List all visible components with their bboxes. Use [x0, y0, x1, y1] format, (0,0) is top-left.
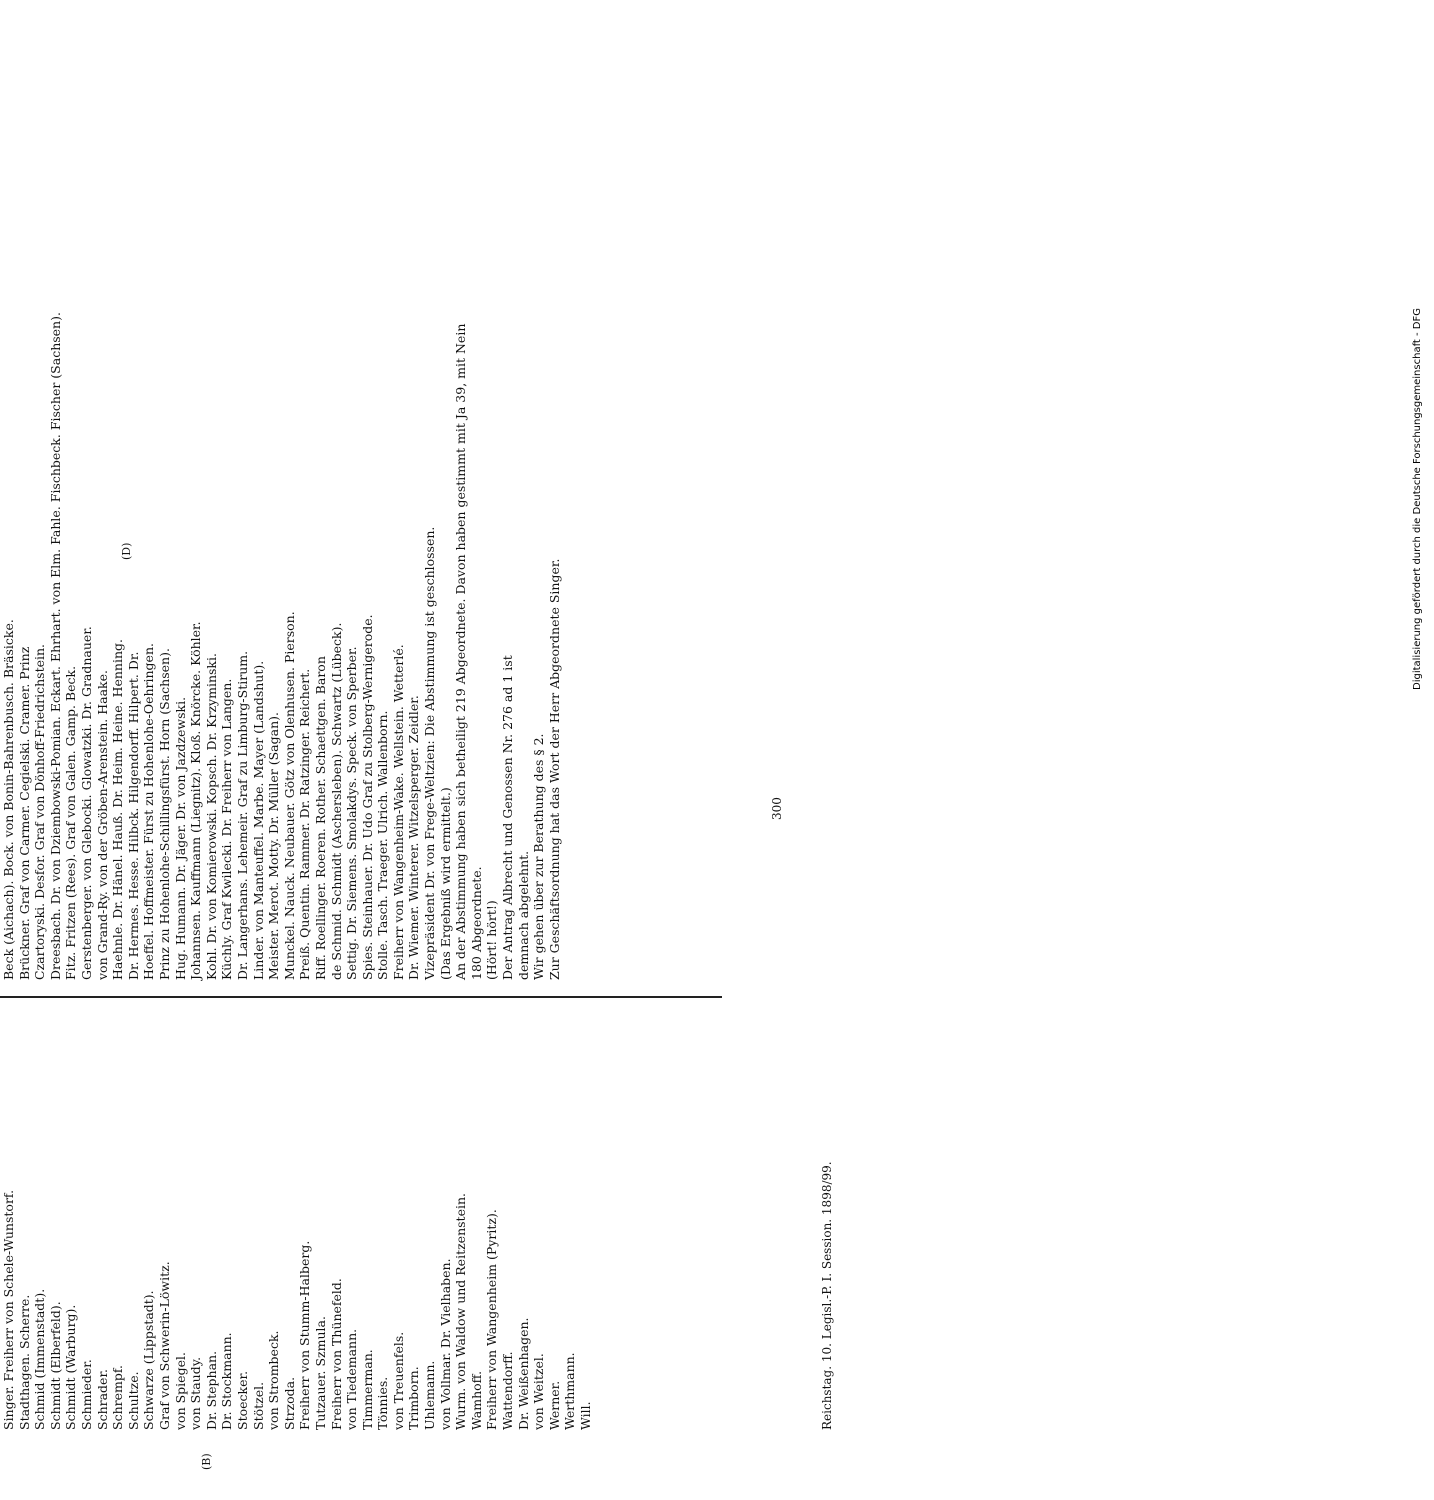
text-line: Beck (Aichach). Bock. von Bonin-Bahrenbusch. Bräsicke.	[1, 619, 17, 980]
text-line: Spies. Steinhauer. Dr. Udo Graf zu Stolberg-Wernigerode.	[359, 614, 375, 980]
text-line: Prinz zu Hohenlohe-Schillingsfürst. Horn (Sachsen).	[156, 648, 172, 980]
text-line: Dr. Langerhans. Lehemeir. Graf zu Limburg-Stirum.	[234, 650, 250, 980]
text-line: Brückner. Graf von Carmer. Cegielski. Cramer. Prinz	[16, 646, 32, 980]
text-line: Zur Geschäftsordnung hat das Wort der Herr Abgeordnete Singer.	[546, 558, 562, 980]
text-line: Freiherr von Thünefeld.	[328, 1278, 344, 1430]
text-line: Schrempf.	[110, 1365, 126, 1430]
text-line: Vizepräsident Dr. von Frege-Weltzien: Die Abstimmung ist geschlossen.	[422, 526, 438, 980]
text-line: Linder. von Manteuffel. Marbe. Mayer (Landshut).	[250, 660, 266, 980]
text-line: Wir gehen über zur Berathung des § 2.	[531, 733, 547, 980]
text-line: Der Antrag Albrecht und Genossen Nr. 276 ad 1 ist	[500, 655, 516, 980]
text-line: Timmerman.	[359, 1349, 375, 1430]
text-line: Haehnle. Dr. Hänel. Hauß. Dr. Heim. Heine. Henning.	[110, 639, 126, 980]
text-line: Schmid (Immenstadt).	[32, 1288, 48, 1430]
text-line: Dr. Stockmann.	[219, 1332, 235, 1430]
text-line: Tutzauer. Szmula.	[312, 1316, 328, 1430]
text-line: Wamhoff.	[468, 1370, 484, 1430]
text-line: Fitz. Fritzen (Rees). Graf von Galen. Gamp. Beck.	[63, 665, 79, 980]
text-line: Schwarze (Lippstadt).	[141, 1290, 157, 1430]
margin-mark-b: (B)	[200, 1453, 213, 1470]
text-line: An der Abstimmung haben sich betheiligt 219 Abgeordnete. Davon haben gestimmt mit Ja 39, mit Nein	[453, 323, 469, 980]
rotated-page	[0, 312, 934, 1500]
text-line: Schmidt (Elberfeld).	[47, 1301, 63, 1430]
text-line: Will.	[578, 1401, 593, 1430]
text-line: Stolle. Tasch. Traeger. Ulrich. Wallenborn.	[375, 710, 391, 980]
text-line: Schultze.	[125, 1371, 141, 1430]
text-line: Johannsen. Kauffmann (Liegnitz). Kloß. Knörcke. Köhler.	[188, 621, 204, 980]
text-line: (Das Ergebniß wird ermittelt.)	[437, 787, 453, 980]
text-line: Wurm. von Waldow und Reitzenstein.	[453, 1193, 469, 1430]
text-line: 180 Abgeordnete.	[468, 866, 484, 980]
margin-mark-d: (D)	[120, 542, 133, 560]
text-line: von Strombeck.	[266, 1330, 282, 1430]
dfg-note: Digitalisierung gefördert durch die Deutsche Forschungsgemeinschaft - DFG	[1412, 307, 1423, 690]
text-line: von Spiegel.	[172, 1352, 188, 1430]
text-line: Hug. Humann. Dr. Jäger. Dr. von Jazdzewski.	[172, 696, 188, 980]
text-line: Singer. Freiherr von Schele-Wunstorf.	[1, 1189, 17, 1430]
column-divider	[0, 996, 722, 998]
text-line: Kohl. Dr. von Komierowski. Kopsch. Dr. Krzyminski.	[203, 653, 219, 980]
text-line: Dr. Hermes. Hesse. Hilbck. Hilgendorff. Hilpert. Dr.	[125, 651, 141, 980]
footer-page-number: 300	[770, 797, 784, 820]
text-line: von Treuenfels.	[390, 1331, 406, 1430]
text-line: Werner.	[546, 1380, 562, 1430]
text-line: Tönnies.	[375, 1376, 391, 1430]
text-line: Preiß. Quentin. Rammer. Dr. Ratzinger. Reichert.	[297, 668, 313, 980]
text-line: von Tiedemann.	[344, 1328, 360, 1430]
text-line: von Staudy.	[188, 1356, 204, 1430]
text-line: Schmidt (Warburg).	[63, 1304, 79, 1430]
text-line: Wattendorff.	[500, 1351, 516, 1430]
text-line: Strzoda.	[281, 1376, 297, 1430]
text-line: Dr. Weißenhagen.	[515, 1317, 531, 1430]
text-line: Czartoryski. Desfor. Graf von Dönhoff-Friedrichstein.	[32, 643, 48, 980]
text-line: Stadthagen. Scherre.	[16, 1294, 32, 1430]
text-line: Stötzel.	[250, 1381, 266, 1430]
text-line: Settig. Dr. Siemens. Smolakdys. Speck. von Sperber.	[344, 646, 360, 980]
text-line: Uhlemann.	[422, 1360, 438, 1430]
text-line: de Schmid. Schmidt (Aschersleben). Schwartz (Lübeck).	[328, 622, 344, 980]
text-line: von Vollmar. Dr. Vielhaben.	[437, 1258, 453, 1430]
footer-text: Reichstag. 10. Legisl.-P. I. Session. 1898/99.	[820, 1161, 834, 1430]
text-line: Dr. Stephan.	[203, 1350, 219, 1430]
text-line: Werthmann.	[562, 1352, 578, 1430]
text-line: Meister. Merot. Motty. Dr. Müller (Sagan).	[266, 712, 282, 980]
text-line: Graf von Schwerin-Löwitz.	[156, 1261, 172, 1430]
text-line: Gerstenberger. von Glebocki. Glowatzki. Dr. Gradnauer.	[79, 626, 94, 980]
text-line: von Weitzel.	[531, 1353, 547, 1430]
text-line: Dreesbach. Dr. von Dziembowski-Pomian. Eckart. Ehrhart. von Elm. Fahle. Fischbeck. Fischer (Sachsen).	[47, 312, 63, 980]
text-line: (Hört! hört!)	[484, 900, 500, 980]
text-line: Stoecker.	[234, 1370, 250, 1430]
text-line: Dr. Wiemer. Winterer. Witzelsperger. Zeidler.	[406, 695, 422, 980]
right-column	[0, 312, 562, 980]
text-line: Munckel. Nauck. Neubauer. Götz von Olenhusen. Pierson.	[281, 611, 297, 980]
text-line: von Grand-Ry. von der Gröben-Arenstein. Haake.	[94, 670, 110, 980]
text-line: Riff. Roellinger. Roeren. Rother. Schaettgen. Baron	[312, 656, 328, 980]
text-line: Küchly. Graf Kwilecki. Dr. Freiherr von Langen.	[219, 678, 235, 980]
text-line: Freiherr von Stumm-Halberg.	[297, 1240, 313, 1430]
text-line: Trimborn.	[406, 1366, 422, 1430]
text-line: Freiherr von Wangenheim (Pyritz).	[484, 1209, 500, 1430]
text-line: Hoeffel. Hoffmeister. Fürst zu Hohenlohe-Oehringen.	[141, 643, 157, 980]
text-line: Schmieder.	[79, 1359, 94, 1430]
text-line: Schrader.	[94, 1368, 110, 1430]
text-line: demnach abgelehnt.	[515, 850, 531, 980]
left-column	[0, 1050, 594, 1430]
text-line: Freiherr von Wangenheim-Wake. Wellstein. Wetterlé.	[390, 644, 406, 980]
